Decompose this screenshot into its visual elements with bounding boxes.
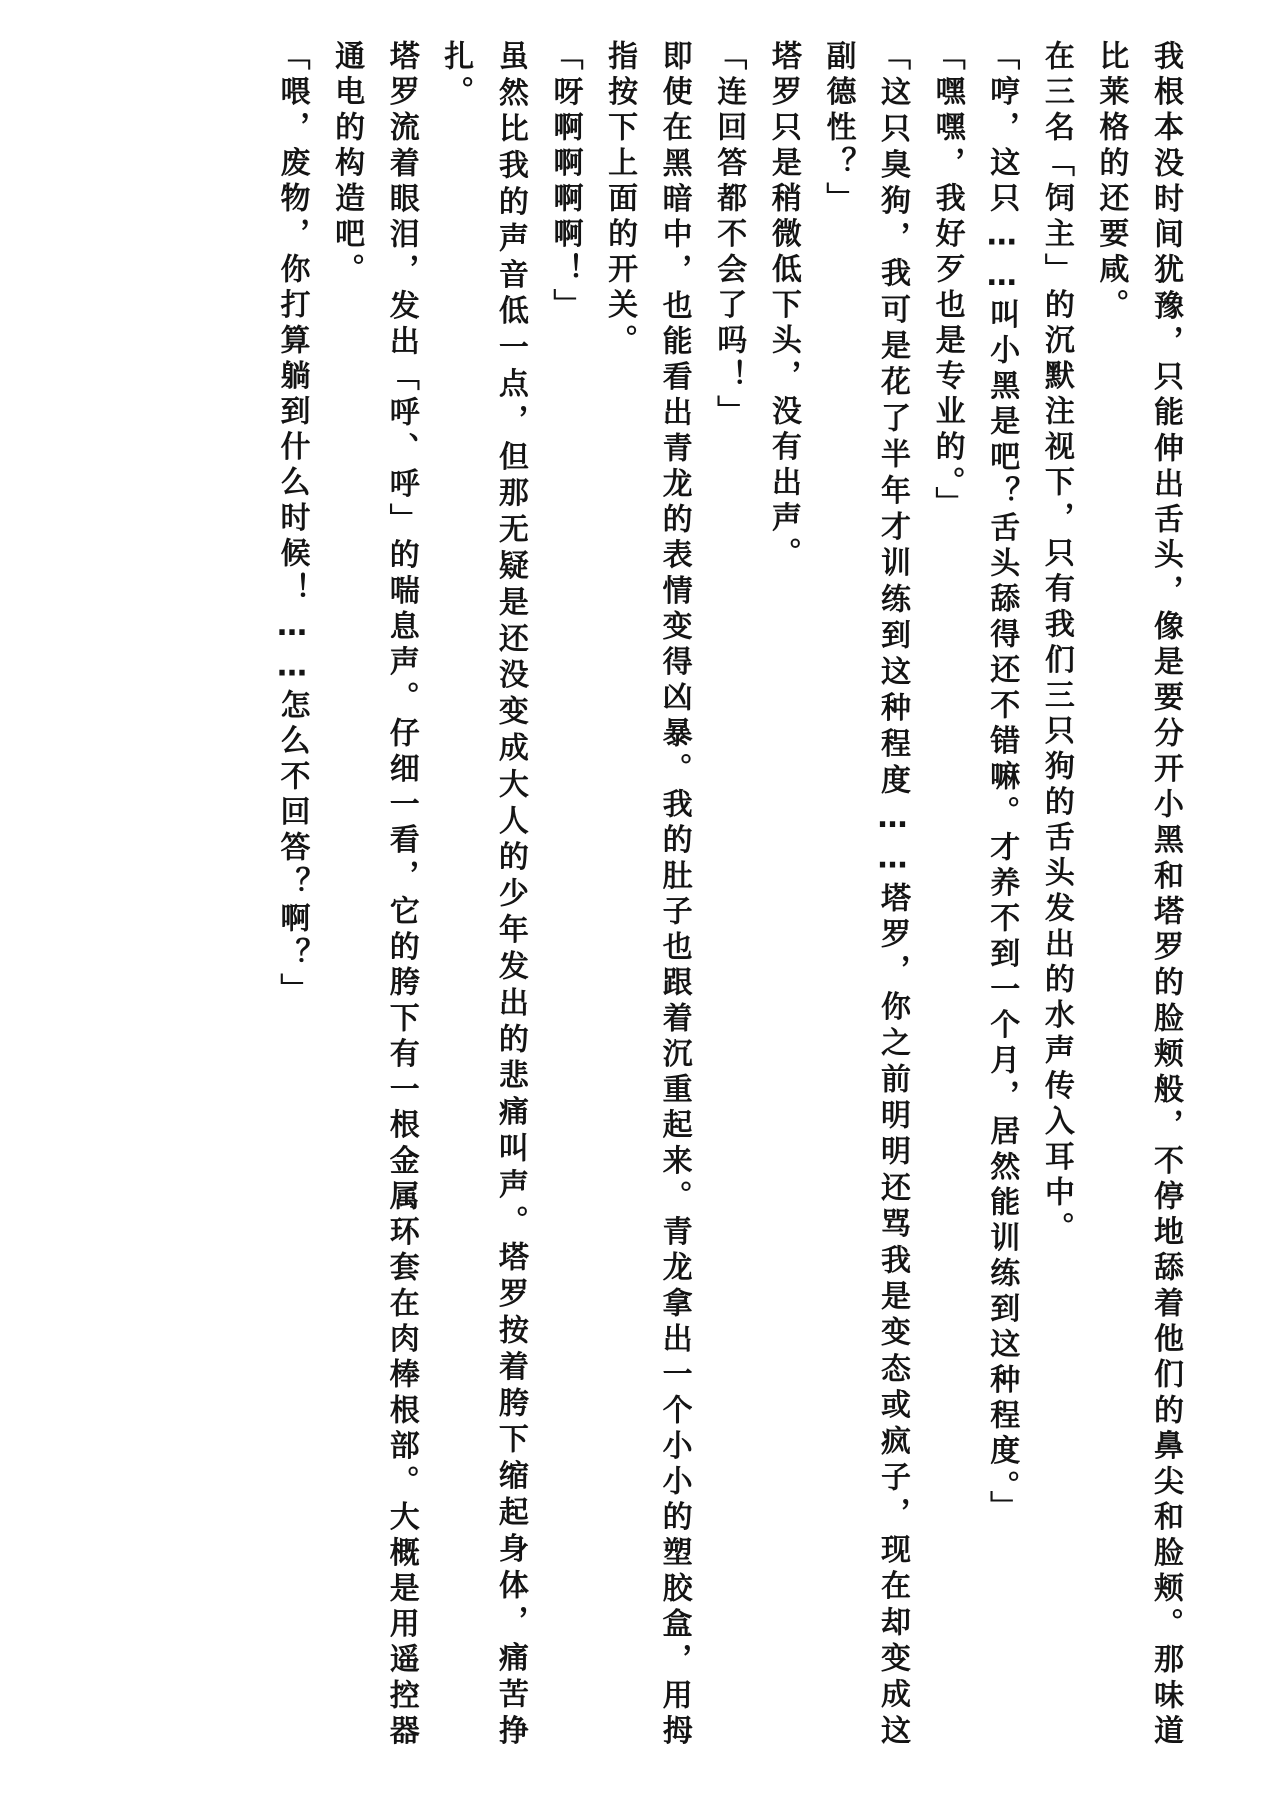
- paragraph: 塔罗只是稍微低下头，没有出声。: [765, 40, 801, 573]
- paragraph: 「呀啊啊啊啊！」: [547, 40, 583, 324]
- paragraph: 塔罗流着眼泪，发出「呼、呼」的喘息声。仔细一看，它的胯下有一根金属环套在肉棒根部。大概是用遥控器通电的构造吧。: [329, 40, 419, 1750]
- paragraph: 「这只臭狗，我可是花了半年才训练到这种程度……塔罗，你之前明明还骂我是变态或疯子，现在却变成这副德性？」: [820, 40, 911, 1750]
- paragraph: 在三名「饲主」的沉默注视下，只有我们三只狗的舌头发出的水声传入耳中。: [1038, 40, 1074, 1247]
- paragraph: 我根本没时间犹豫，只能伸出舌头，像是要分开小黑和塔罗的脸颊般，不停地舔着他们的鼻尖和脸颊。那味道比莱格的还要咸。: [1093, 40, 1183, 1750]
- paragraph: 「喂，废物，你打算躺到什么时候！……怎么不回答？啊？」: [274, 40, 310, 1009]
- vertical-text-body: [72, 40, 1192, 1750]
- paragraph: 「嘿嘿，我好歹也是专业的。」: [929, 40, 965, 522]
- paragraph: 「哼，这只……叫小黑是吧？舌头舔得还不错嘛。才养不到一个月，居然能训练到这种程度。」: [984, 40, 1020, 1526]
- paragraph: 虽然比我的声音低一点，但那无疑是还没变成大人的少年发出的悲痛叫声。塔罗按着胯下缩起身体，痛苦挣扎。: [438, 40, 528, 1750]
- paragraph: 即使在黑暗中，也能看出青龙的表情变得凶暴。我的肚子也跟着沉重起来。青龙拿出一个小小的塑胶盒，用拇指按下上面的开关。: [602, 40, 692, 1750]
- paragraph: 「连回答都不会了吗！」: [711, 40, 747, 431]
